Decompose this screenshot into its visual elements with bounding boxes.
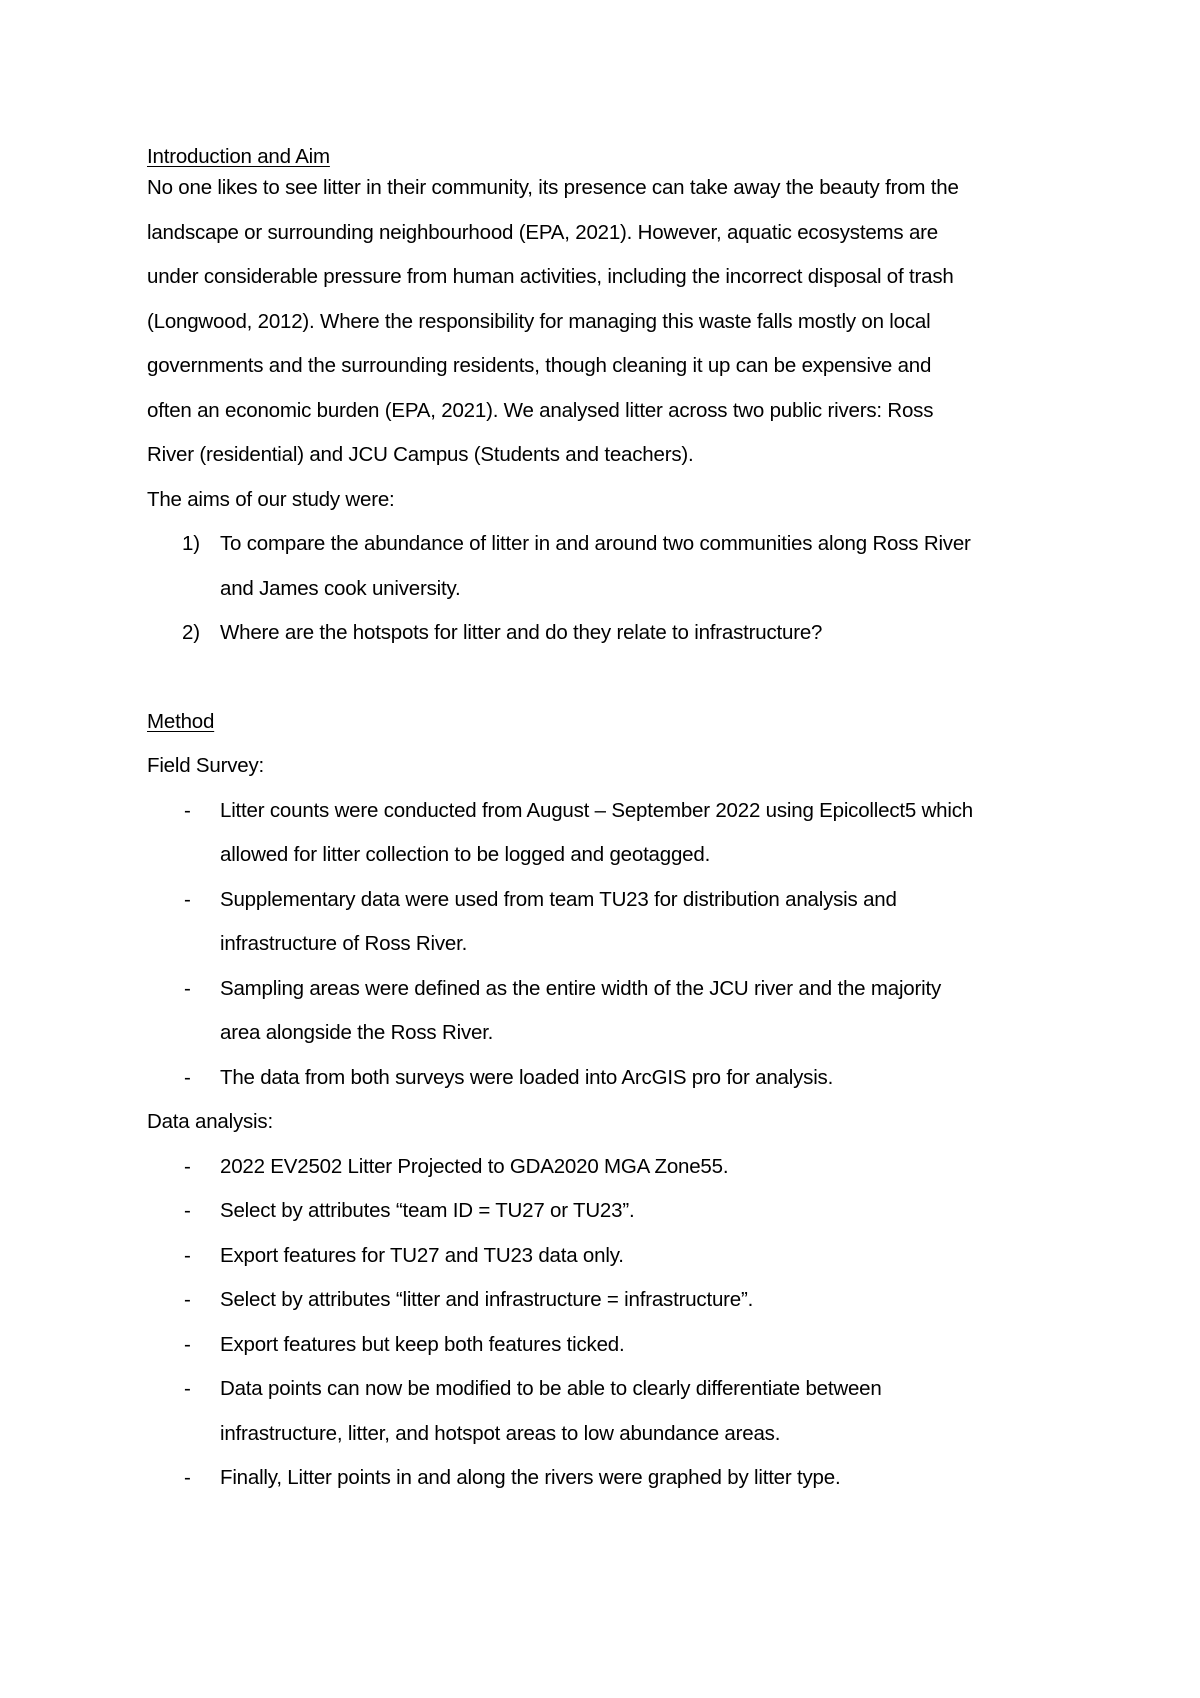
list-dash: - xyxy=(184,1199,191,1222)
intro-line: under considerable pressure from human activities, including the incorrect disposal of trash xyxy=(147,265,954,288)
intro-line: landscape or surrounding neighbourhood (EPA, 2021). However, aquatic ecosystems are xyxy=(147,220,938,244)
data-analysis-item xyxy=(147,1323,1067,1368)
list-number: 2) xyxy=(182,621,200,644)
field-survey-item xyxy=(147,789,1067,878)
data-analysis-line: Export features but keep both features ticked. xyxy=(220,1332,625,1356)
list-dash: - xyxy=(184,1466,191,1489)
data-analysis-label: Data analysis: xyxy=(147,1110,273,1133)
list-dash: - xyxy=(184,1288,191,1311)
intro-heading: Introduction and Aim xyxy=(147,145,330,168)
data-analysis-item xyxy=(147,1456,1067,1501)
data-analysis-line: 2022 EV2502 Litter Projected to GDA2020 MGA Zone55. xyxy=(220,1154,729,1178)
intro-line: governments and the surrounding residents, though cleaning it up can be expensive and xyxy=(147,354,932,377)
field-survey-line: infrastructure of Ross River. xyxy=(220,932,468,955)
data-analysis-line: Finally, Litter points in and along the rivers were graphed by litter type. xyxy=(220,1466,841,1489)
list-dash: - xyxy=(184,1377,191,1400)
list-number: 1) xyxy=(182,532,200,555)
data-analysis-item xyxy=(147,1278,1067,1323)
data-analysis-line: infrastructure, litter, and hotspot areas to low abundance areas. xyxy=(220,1421,781,1445)
data-analysis-line: Select by attributes “litter and infrastructure = infrastructure”. xyxy=(220,1288,754,1311)
data-analysis-item xyxy=(147,1145,1067,1190)
aim-line: Where are the hotspots for litter and do they relate to infrastructure? xyxy=(220,621,823,644)
data-analysis-line: Data points can now be modified to be able to clearly differentiate between xyxy=(220,1377,882,1400)
method-heading: Method xyxy=(147,709,215,733)
field-survey-line: Supplementary data were used from team TU23 for distribution analysis and xyxy=(220,887,897,911)
field-survey-item xyxy=(147,1056,1067,1101)
intro-line: (Longwood, 2012). Where the responsibility for managing this waste falls mostly on local xyxy=(147,309,931,333)
intro-line: River (residential) and JCU Campus (Students and teachers). xyxy=(147,443,694,466)
section-spacer xyxy=(147,656,1067,700)
field-survey-item xyxy=(147,878,1067,967)
field-survey-line: Sampling areas were defined as the entire width of the JCU river and the majority xyxy=(220,976,942,1000)
list-dash: - xyxy=(184,1065,191,1089)
field-survey-line: area alongside the Ross River. xyxy=(220,1021,494,1044)
list-dash: - xyxy=(184,887,191,911)
data-analysis-item xyxy=(147,1367,1067,1456)
method-heading-row xyxy=(147,700,1067,745)
list-dash: - xyxy=(184,1154,191,1178)
data-analysis-item xyxy=(147,1189,1067,1234)
aim-item xyxy=(147,522,1067,611)
field-survey-line: Litter counts were conducted from August – September 2022 using Epicollect5 which xyxy=(220,798,973,822)
list-dash: - xyxy=(184,798,191,822)
list-dash: - xyxy=(184,976,191,1000)
aim-line: and James cook university. xyxy=(220,576,461,600)
field-survey-line: The data from both surveys were loaded into ArcGIS pro for analysis. xyxy=(220,1065,834,1089)
intro-line: No one likes to see litter in their community, its presence can take away the beauty from the xyxy=(147,176,959,199)
list-dash: - xyxy=(184,1332,191,1356)
data-analysis-line: Export features for TU27 and TU23 data only. xyxy=(220,1243,624,1267)
field-survey-label: Field Survey: xyxy=(147,754,265,777)
intro-line: often an economic burden (EPA, 2021). We analysed litter across two public rivers: Ross xyxy=(147,398,934,422)
aim-item xyxy=(147,611,1067,656)
field-survey-item xyxy=(147,967,1067,1056)
field-survey-line: allowed for litter collection to be logged and geotagged. xyxy=(220,843,711,866)
data-analysis-line: Select by attributes “team ID = TU27 or TU23”. xyxy=(220,1199,635,1222)
document-content xyxy=(147,142,1067,1501)
intro-paragraph xyxy=(147,166,1067,1501)
list-dash: - xyxy=(184,1243,191,1267)
data-analysis-item xyxy=(147,1234,1067,1279)
aim-line: To compare the abundance of litter in and around two communities along Ross River xyxy=(220,532,971,555)
aims-label: The aims of our study were: xyxy=(147,487,395,511)
